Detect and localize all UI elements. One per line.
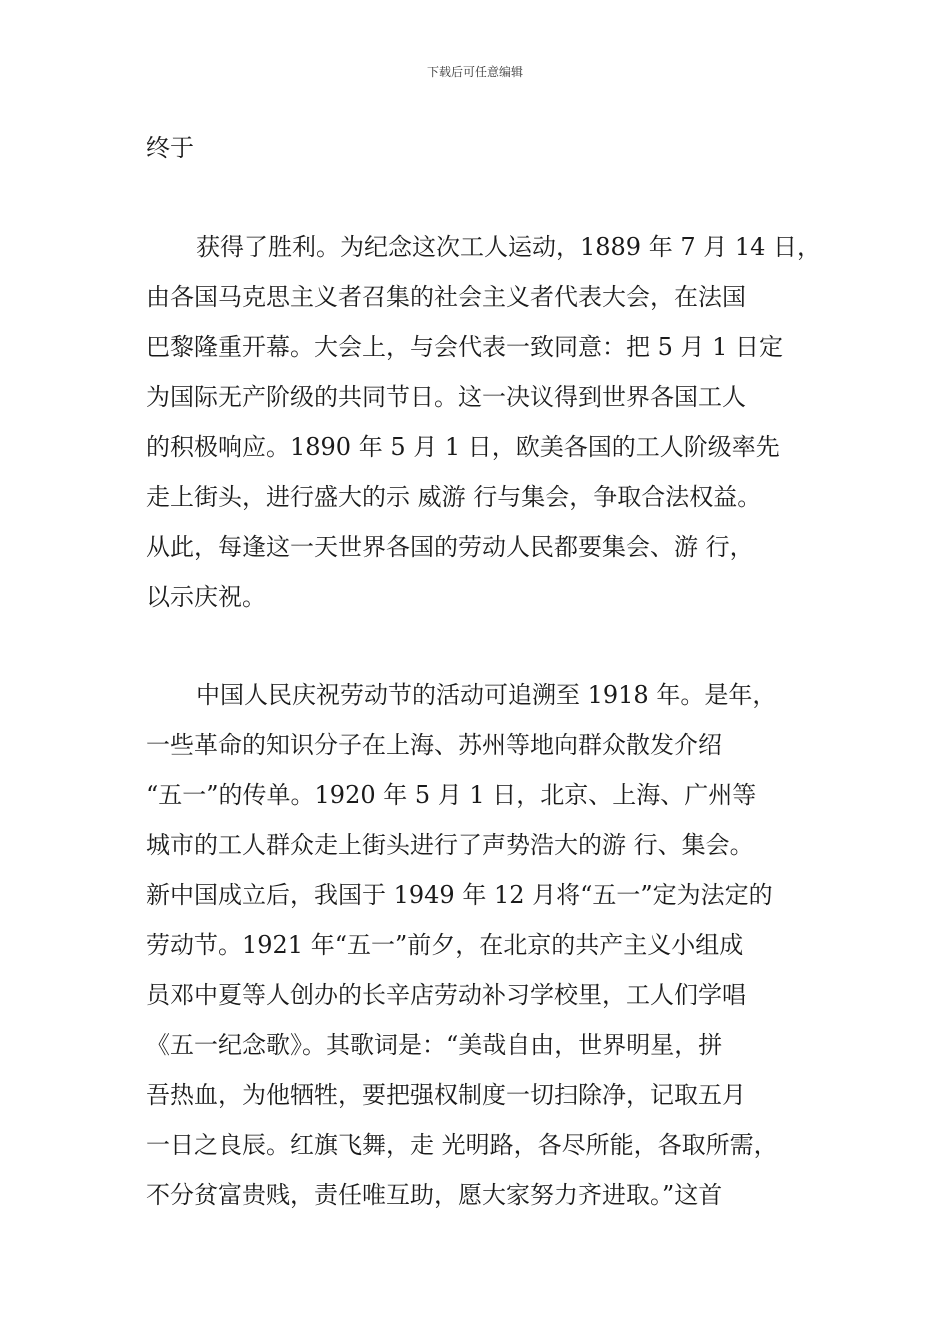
paragraph-line: 为国际无产阶级的共同节日。这一决议得到世界各国工人 xyxy=(146,383,746,411)
paragraph-line: 一些革命的知识分子在上海、苏州等地向群众散发介绍 xyxy=(146,731,722,759)
paragraph-1 xyxy=(146,232,836,632)
paragraph-line: 以示庆祝。 xyxy=(146,583,266,611)
text-fragment: 终于 xyxy=(146,134,194,162)
paragraph-line: 由各国马克思主义者召集的社会主义者代表大会，在法国 xyxy=(146,283,746,311)
paragraph-line: 员邓中夏等人创办的长辛店劳动补习学校里，工人们学唱 xyxy=(146,981,746,1009)
paragraph-line: 走上街头，进行盛大的示 威游 行与集会，争取合法权益。 xyxy=(146,483,762,511)
page-header: 下载后可任意编辑 xyxy=(426,65,523,79)
paragraph-line: 吾热血，为他牺牲，要把强权制度一切扫除净，记取五月 xyxy=(146,1081,746,1109)
paragraph-line: 《五一纪念歌》。其歌词是：“美哉自由，世界明星，拼 xyxy=(146,1031,723,1059)
paragraph-line: 巴黎隆重开幕。大会上，与会代表一致同意：把 5 月 1 日定 xyxy=(146,333,784,361)
paragraph-line: 城市的工人群众走上街头进行了声势浩大的游 行、集会。 xyxy=(146,831,754,859)
paragraph-line: 的积极响应。1890 年 5 月 1 日，欧美各国的工人阶级率先 xyxy=(146,433,780,461)
paragraph-line: 一日之良辰。红旗飞舞，走 光明路，各尽所能，各取所需， xyxy=(146,1131,778,1159)
paragraph-line: 不分贫富贵贱，责任唯互助，愿大家努力齐进取。”这首 xyxy=(146,1181,723,1209)
paragraph-line: 劳动节。1921 年“五一”前夕，在北京的共产主义小组成 xyxy=(146,931,744,959)
paragraph-line: 获得了胜利。为纪念这次工人运动，1889 年 7 月 14 日， xyxy=(196,233,822,261)
paragraph-line: 中国人民庆祝劳动节的活动可追溯至 1918 年。是年， xyxy=(196,681,777,709)
paragraph-2 xyxy=(146,680,836,1230)
paragraph-line: “五一”的传单。1920 年 5 月 1 日，北京、上海、广州等 xyxy=(146,781,757,809)
paragraph-line: 新中国成立后，我国于 1949 年 12 月将“五一”定为法定的 xyxy=(146,881,773,909)
paragraph-line: 从此，每逢这一天世界各国的劳动人民都要集会、游 行， xyxy=(146,533,754,561)
